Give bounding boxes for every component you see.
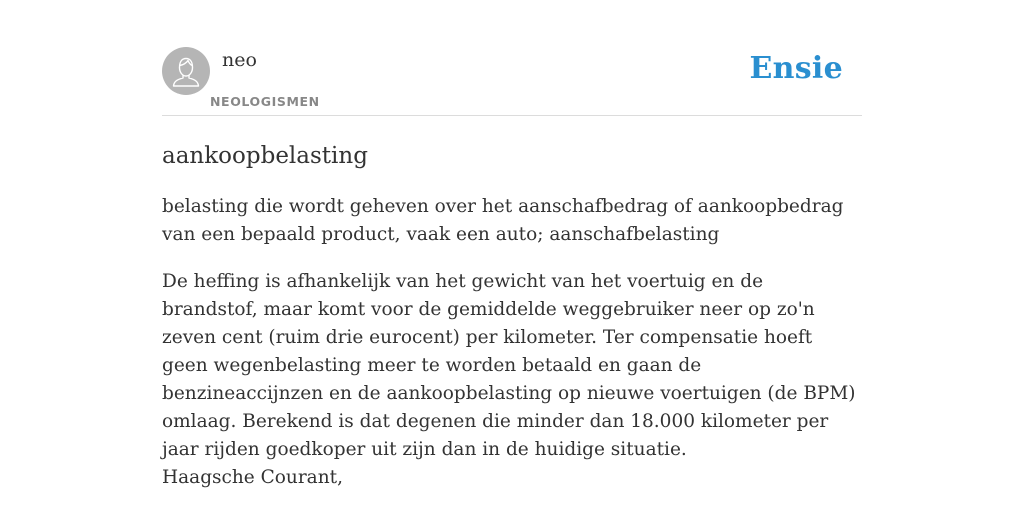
entry-card [162,47,862,492]
entry-example: De heffing is afhankelijk van het gewicht van het voertuig en de brandstof, maar komt voor de gemiddelde weggebruiker neer op zo'n zeven cent (ruim drie eurocent) per kilometer. Ter compensatie hoeft geen wegenbelasting meer te worden betaald en gaan de benzineaccijnzen en de aankoopbelasting op nieuwe voertuigen (de BPM) omlaag. Berekend is dat degenen die minder dan 18.000 kilometer per jaar rijden goedkoper uit zijn dan in de huidige situatie. [162,271,856,460]
avatar[interactable] [162,47,210,95]
entry-definition: belasting die wordt geheven over het aanschafbedrag of aankoopbedrag van een bepaald product, vaak een auto; aanschafbelasting [162,196,844,245]
entry-source: Haagsche Courant, [162,467,343,488]
user-outline-icon [162,47,210,95]
entry-header [162,47,862,116]
ensie-logo[interactable]: Ensie [749,51,843,86]
author-name[interactable]: neo [222,49,257,71]
entry-title: aankoopbelasting [162,143,368,169]
category-label[interactable]: NEOLOGISMEN [210,94,320,109]
